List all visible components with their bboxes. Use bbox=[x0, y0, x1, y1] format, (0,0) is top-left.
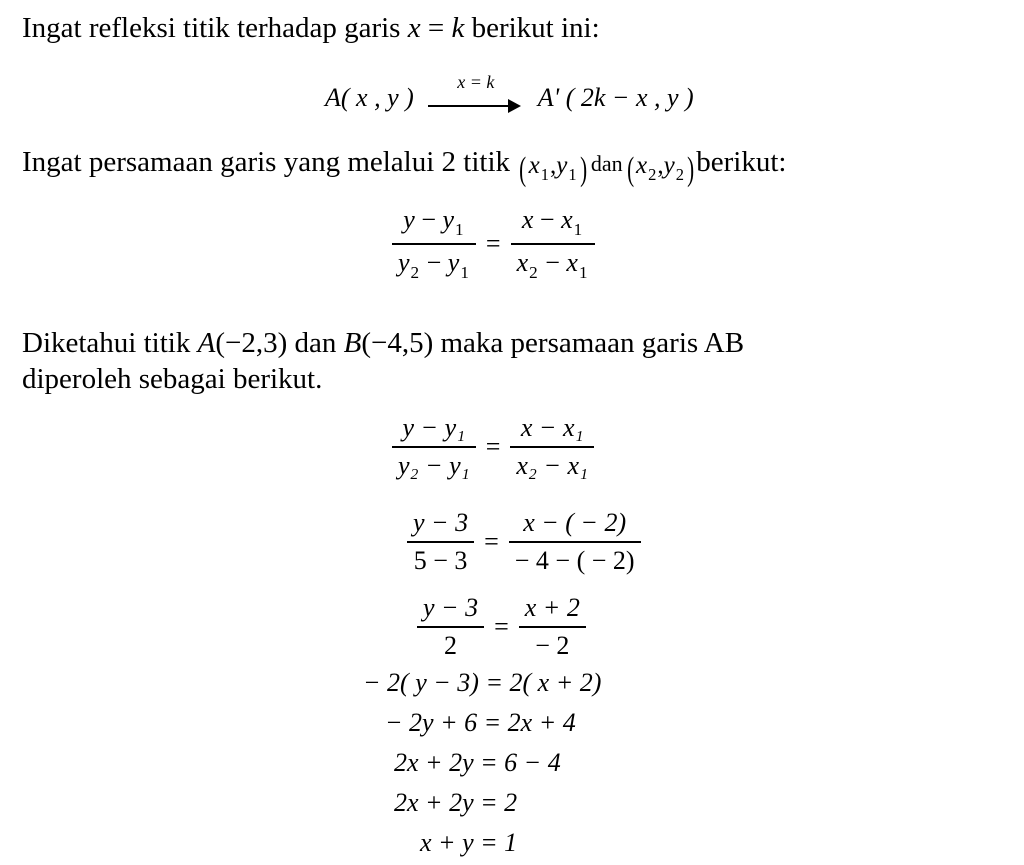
intro-equals: = bbox=[420, 12, 452, 44]
paren-open-1: ( bbox=[519, 151, 527, 188]
step2-rhs-fraction bbox=[509, 508, 641, 577]
second-text-before: Ingat persamaan garis yang melalui 2 titik bbox=[22, 146, 518, 178]
step2-lhs-fraction bbox=[407, 508, 474, 577]
step2-lhs-numerator: y − 3 bbox=[413, 508, 469, 537]
pair2-x-subscript: 2 bbox=[648, 164, 657, 184]
problem-text-line2: diperoleh sebagai berikut. bbox=[22, 363, 323, 395]
solution-step-3 bbox=[415, 593, 588, 662]
intro-text-before: Ingat refleksi titik terhadap garis bbox=[22, 12, 408, 44]
step3-lhs-denominator: 2 bbox=[444, 630, 458, 660]
pair2-y: y bbox=[663, 152, 675, 179]
pair1-x: x bbox=[528, 152, 540, 179]
intro-variable-x: x bbox=[407, 12, 421, 44]
pair1-x-subscript: 1 bbox=[540, 164, 549, 184]
formula-lhs-denominator bbox=[392, 245, 476, 284]
step2-rhs-numerator: x − ( − 2) bbox=[523, 508, 627, 537]
step2-equals-sign: = bbox=[484, 527, 499, 557]
solution-step-1 bbox=[390, 413, 596, 482]
paren-open-2: ( bbox=[626, 151, 634, 188]
step3-rhs-fraction bbox=[519, 593, 586, 662]
step3-rhs-denominator: − 2 bbox=[535, 630, 570, 660]
problem-text-mid: dan bbox=[287, 327, 344, 359]
rhs-den-x1: x bbox=[566, 247, 578, 277]
rhs-den-x2-sub: 2 bbox=[529, 263, 538, 283]
solution-step-4: − 2( y − 3) = 2( x + 2) bbox=[363, 668, 602, 697]
intro-text-after: berikut ini: bbox=[464, 12, 600, 44]
step3-lhs-fraction bbox=[417, 593, 484, 662]
solution-step-2 bbox=[405, 508, 643, 577]
step2-rhs-denominator: − 4 − ( − 2) bbox=[514, 545, 635, 575]
pair1-y-subscript: 1 bbox=[568, 164, 577, 184]
second-paragraph bbox=[22, 144, 786, 193]
lhs-den-y1: y bbox=[447, 247, 460, 277]
problem-statement-paragraph bbox=[22, 325, 982, 397]
intro-paragraph bbox=[22, 10, 600, 46]
pair2-y-subscript: 2 bbox=[675, 164, 684, 184]
step3-rhs-numerator: x + 2 bbox=[524, 593, 580, 622]
step1-rhs-denominator: x₂ − x₁ bbox=[516, 450, 589, 480]
lhs-num-minus: − bbox=[414, 205, 443, 234]
point-b-label: B bbox=[343, 327, 362, 359]
solution-step-7: 2x + 2y = 2 bbox=[394, 788, 518, 817]
step2-lhs-denominator: 5 − 3 bbox=[413, 545, 468, 575]
point-b-coords: (−4,5) bbox=[361, 327, 434, 359]
rhs-num-x1: x bbox=[561, 205, 573, 234]
step1-rhs-fraction bbox=[510, 413, 594, 482]
paren-close-1: ) bbox=[579, 151, 587, 188]
step1-lhs-fraction bbox=[392, 413, 476, 482]
coordinate-pair-1 bbox=[517, 148, 589, 193]
formula-rhs-denominator bbox=[511, 245, 595, 284]
problem-text-after: maka persamaan garis AB bbox=[433, 327, 745, 359]
arrow-head-icon bbox=[508, 99, 521, 113]
lhs-den-y1-sub: 1 bbox=[460, 263, 469, 283]
coordinate-pair-2 bbox=[625, 148, 697, 193]
pair1-y: y bbox=[556, 152, 568, 179]
step3-lhs-numerator: y − 3 bbox=[423, 593, 479, 622]
lhs-den-y2: y bbox=[398, 247, 410, 277]
rhs-den-x2: x bbox=[516, 247, 529, 277]
lhs-num-y1-sub: 1 bbox=[455, 220, 464, 240]
pair2-x: x bbox=[635, 152, 648, 179]
arrow-line-shaft bbox=[428, 105, 512, 107]
step1-lhs-numerator: y − y₁ bbox=[402, 413, 466, 442]
solution-step-8: x + y = 1 bbox=[420, 828, 518, 857]
point-a-coords: (−2,3) bbox=[215, 327, 288, 359]
reflection-mapping-row bbox=[325, 72, 694, 118]
arrow-label-x-equals-k: x = k bbox=[457, 72, 495, 92]
formula-rhs-numerator bbox=[516, 205, 589, 243]
mapping-source-point: A( x , y ) bbox=[325, 83, 414, 112]
point-a-label: A bbox=[197, 327, 216, 359]
formula-lhs-numerator bbox=[397, 205, 470, 243]
lhs-num-y1: y bbox=[442, 205, 455, 234]
pair2-comma: , bbox=[657, 152, 664, 179]
lhs-den-y2-sub: 2 bbox=[410, 263, 420, 283]
rhs-num-x1-sub: 1 bbox=[573, 220, 583, 240]
lhs-num-y: y bbox=[403, 205, 415, 234]
general-line-formula bbox=[390, 205, 597, 284]
pair1-comma: , bbox=[549, 152, 557, 179]
rhs-den-x1-sub: 1 bbox=[578, 263, 588, 283]
formula-lhs-fraction bbox=[392, 205, 476, 284]
rhs-den-minus: − bbox=[538, 247, 567, 277]
step1-lhs-denominator: y₂ − y₁ bbox=[398, 450, 470, 480]
paren-close-2: ) bbox=[687, 151, 695, 188]
rhs-num-minus: − bbox=[533, 205, 562, 234]
step1-rhs-numerator: x − x₁ bbox=[520, 413, 584, 442]
mapping-arrow bbox=[428, 72, 524, 118]
second-text-after: berikut: bbox=[696, 146, 787, 178]
lhs-den-minus: − bbox=[420, 247, 448, 277]
solution-step-5: − 2y + 6 = 2x + 4 bbox=[385, 708, 576, 737]
rhs-num-x: x bbox=[521, 205, 534, 234]
intro-variable-k: k bbox=[451, 12, 465, 44]
step3-equals-sign: = bbox=[494, 612, 509, 642]
conjunction-dan: dan bbox=[590, 151, 623, 176]
step1-equals-sign: = bbox=[485, 432, 501, 462]
solution-step-6: 2x + 2y = 6 − 4 bbox=[394, 748, 561, 777]
problem-text-before: Diketahui titik bbox=[22, 327, 198, 359]
formula-equals-sign: = bbox=[485, 229, 501, 259]
formula-rhs-fraction bbox=[511, 205, 595, 284]
mapping-image-point: A' ( 2k − x , y ) bbox=[537, 83, 694, 112]
